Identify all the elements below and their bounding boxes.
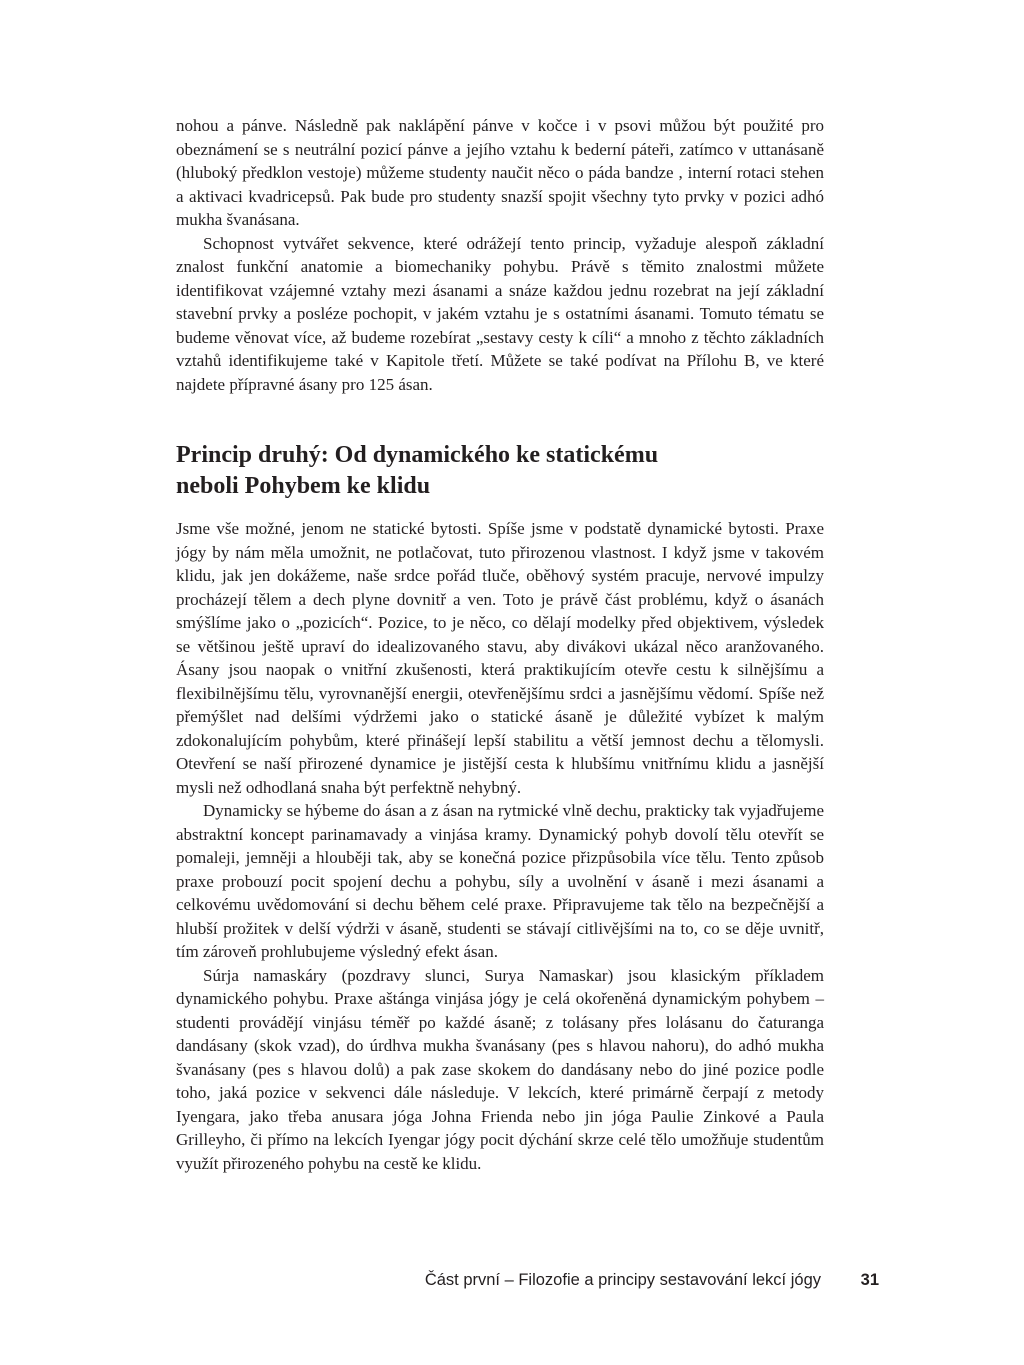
page-footer — [176, 1268, 879, 1292]
paragraph: Dynamicky se hýbeme do ásan a z ásan na rytmické vlně dechu, prakticky tak vyjadřujeme abstraktní koncept parinamavady a vinjása kramy. Dynamický pohyb dovolí tělu otevřít se pomaleji, jemněji a hlouběji tak, aby se konečná pozice přizpůsobila více tělu. Tento způsob praxe probouzí pocit spojení dechu a pohybu, síly a uvolnění v ásaně i mezi ásanami a celkovému uvědomování si dechu během celé praxe. Připravujeme tak tělo na bezpečnější a hlubší prožitek v delší výdrži v ásaně, studenti se stávají citlivějšími na to, co se děje uvnitř, tím zároveň prohlubujeme výsledný efekt ásan. — [176, 801, 824, 961]
paragraph: nohou a pánve. Následně pak naklápění pánve v kočce i v psovi můžou být použité pro obeznámení se s neutrální pozicí pánve a jejího vztahu k bederní páteři, zatímco v uttanásaně (hluboký předklon vestoje) můžeme studenty naučit něco o páda bandze , interní rotaci stehen a aktivaci kvadricepsů. Pak bude pro studenty snazší spojit všechny tyto prvky v pozici adhó mukha švanásana. — [176, 116, 824, 229]
paragraph: Schopnost vytvářet sekvence, které odrážejí tento princip, vyžaduje alespoň základní znalost funkční anatomie a biomechaniky pohybu. Právě s těmito znalostmi můžete identifikovat vzájemné vztahy mezi ásanami a snáze každou jednu rozebrat na její základní stavební prvky a posléze pochopit, v jakém vztahu je s ostatními ásanami. Tomuto tématu se budeme věnovat více, až budeme rozebírat „sestavy cesty k cíli“ a mnoho z těchto základních vztahů identifikujeme také v Kapitole třetí. Můžete se také podívat na Přílohu B, ve které najdete přípravné ásany pro 125 ásan. — [176, 233, 824, 394]
paragraph: Jsme vše možné, jenom ne statické bytosti. Spíše jsme v podstatě dynamické bytosti. Praxe jógy by nám měla umožnit, ne potlačovat, tuto přirozenou vlastnost. I když jsme v takovém klidu, jak jen dokážeme, naše srdce pořád tluče, oběhový systém pracuje, nervové impulzy procházejí tělem a dech plyne dovnitř a ven. Toto je právě část problému, když o ásanách smýšlíme jako o „pozicích“. Pozice, to je něco, co dělají modelky před objektivem, výsledek se většinou ještě upraví do idealizovaného stavu, aby divákovi ukázal něco aranžovaného. Ásany jsou naopak o vnitřní zkušenosti, která praktikujícím otevře cestu k silnějšímu a flexibilnějšímu tělu, vyrovnanější energii, otevřenějšímu srdci a jasnějšímu vědomí. Spíše než přemýšlet nad delšími výdržemi jako o statické ásaně je důležité vybízet k malým zdokonalujícím pohybům, které přinášejí lepší stabilitu a větší jemnost dechu a tělomysli. Otevření se naší přirozené dynamice je jistější cesta k hlubšímu vnitřnímu klidu a jasnější mysli než odhodlaná snaha být perfektně nehybný. — [176, 519, 824, 797]
running-title: Část první – Filozofie a principy sestavování lekcí jógy — [424, 1271, 821, 1289]
section-body — [176, 517, 824, 1175]
section-heading — [176, 440, 824, 502]
section-heading-line: neboli Pohybem ke klidu — [176, 473, 431, 499]
page-number: 31 — [860, 1271, 879, 1289]
top-text-block — [176, 114, 824, 396]
section-heading-line: Princip druhý: Od dynamického ke statickému — [176, 442, 659, 468]
paragraph: Súrja namaskáry (pozdravy slunci, Surya Namaskar) jsou klasickým příkladem dynamického pohybu. Praxe aštánga vinjása jógy je celá okořeněná dynamickým pohybem – studenti provádějí vinjásu téměř po každé ásaně; z tolásany přes lolásanu do čaturanga dandásany (skok vzad), do úrdhva mukha švanásany (pes s hlavou nahoru), do adhó mukha švanásany (pes s hlavou dolů) a pak zase skokem do dandásany nebo do jiné pozice podle toho, jaká pozice v sekvenci dále následuje. V lekcích, které primárně čerpají z metody Iyengara, jako třeba anusara jóga Johna Frienda nebo jin jóga Paulie Zinkové a Paula Grilleyho, či přímo na lekcích Iyengar jógy pocit dýchání skrze celé tělo umožňuje studentům využít přirozeného pohybu na cestě ke klidu. — [176, 965, 824, 1173]
